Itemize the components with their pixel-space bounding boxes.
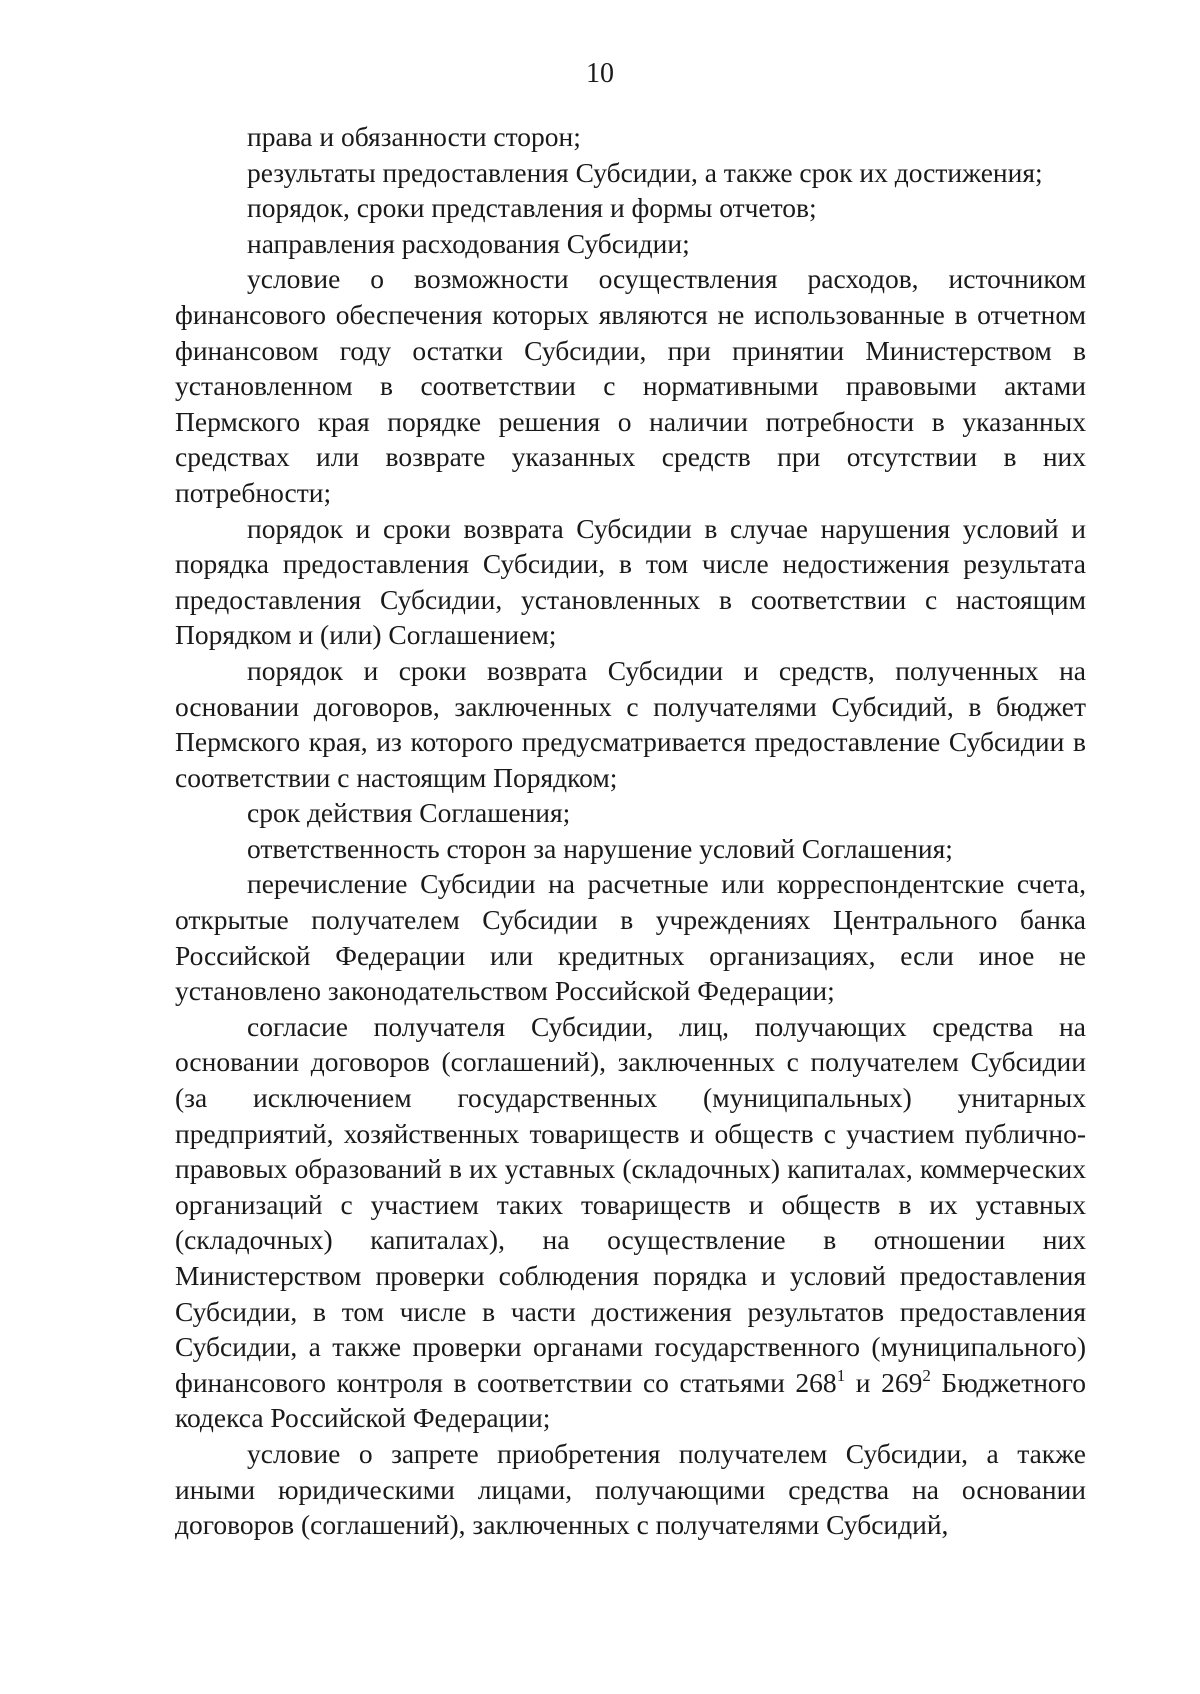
- page-number: 10: [586, 58, 614, 89]
- paragraph-unused-balance: условие о возможности осуществления расходов, источником финансового обеспечения которых являются не использованные в отчетном финансовом году остатки Субсидии, при принятии Министерством в установленном в соответствии с нормативными правовыми актами Пермского края порядке решения о наличии потребности в указанных средствах или возврате указанных средств при отсутствии в них потребности;: [175, 263, 1086, 508]
- paragraph-currency-ban: условие о запрете приобретения получателем Субсидии, а также иными юридическими лицами, получающими средства на основании договоров (соглашений), заключенных с получателями Субсидий,: [175, 1437, 1086, 1541]
- paragraph-consent-inspection: [175, 1009, 1086, 1436]
- article-269-superscript: 2: [922, 1365, 931, 1385]
- consent-text-between: и 269: [855, 1366, 923, 1398]
- consent-text-main: согласие получателя Субсидии, лиц, получающих средства на основании договоров (соглашений), заключенных с получателем Субсидии (за исключением государственных (муниципальных) унитарных предприятий, хозяйственных товариществ и обществ с участием публично-правовых образований в их уставных (складочных) капиталах, коммерческих организаций с участием таких товариществ и обществ в их уставных (складочных) капиталах), на осуществление в отношении них Министерством проверки соблюдения порядка и условий предоставления Субсидии, в том числе в части достижения результатов предоставления Субсидии, а также проверки органами государственного (муниципального) финансового контроля в соответствии со статьями 268: [175, 1010, 1086, 1398]
- paragraph-agreement-term: срок действия Соглашения;: [247, 797, 571, 829]
- paragraph-return-violation: порядок и сроки возврата Субсидии в случае нарушения условий и порядка предоставления Субсидии, в том числе недостижения результата предоставления Субсидии, установленных в соответствии с настоящим Порядком и (или) Соглашением;: [175, 512, 1086, 651]
- paragraph-transfer-accounts: перечисление Субсидии на расчетные или корреспондентские счета, открытые получателем Субсидии в учреждениях Центрального банка Российской Федерации или кредитных организациях, если иное не установлено законодательством Российской Федерации;: [175, 868, 1086, 1007]
- paragraph-reporting-order: порядок, сроки представления и формы отчетов;: [247, 192, 817, 224]
- document-body: [175, 119, 1086, 1543]
- paragraph-results-deadline: результаты предоставления Субсидии, а также срок их достижения;: [247, 156, 1043, 188]
- article-268-superscript: 1: [836, 1365, 846, 1385]
- paragraph-rights-obligations: права и обязанности сторон;: [247, 121, 581, 152]
- paragraph-return-contracts: порядок и сроки возврата Субсидии и средств, полученных на основании договоров, заключенных с получателями Субсидий, в бюджет Пермского края, из которого предусматривается предоставление Субсидии в соответствии с настоящим Порядком;: [175, 654, 1086, 793]
- paragraph-spending-directions: направления расходования Субсидии;: [247, 227, 690, 259]
- paragraph-liability: ответственность сторон за нарушение условий Соглашения;: [247, 832, 953, 864]
- consent-text-after: Бюджетного кодекса Российской Федерации;: [175, 1366, 1087, 1434]
